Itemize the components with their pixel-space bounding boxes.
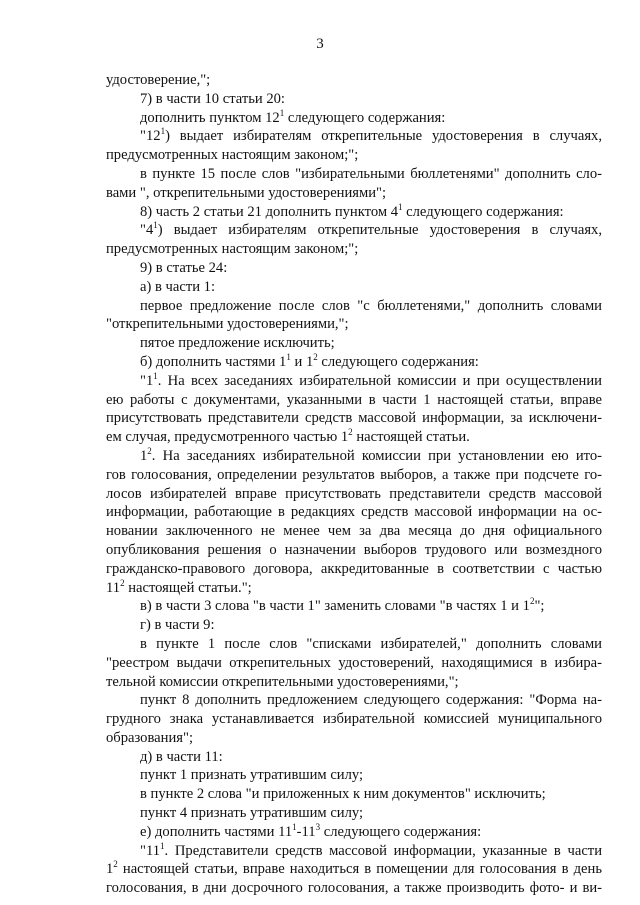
text-line: $1^2$ настоящей статьи, вправе находиться в помещении для голосования в день (106, 859, 602, 878)
text-line: в пункте 2 слова "и приложенных к ним документов" исключить; (140, 786, 546, 803)
text-line: опубликования решения о назначении выборов трудового или возмездного (106, 541, 602, 558)
text-line: "$12^1$) выдает избирателям открепительные удостоверения в случаях, (140, 126, 602, 145)
text-line: е) дополнить частями $11^1-11^3$ следующего содержания: (140, 821, 482, 840)
text-line: тельной комиссии открепительными удостоверениями,"; (106, 673, 459, 690)
text-line: предусмотренных настоящим законом;"; (106, 241, 359, 258)
text-line: 8) часть 2 статьи 21 дополнить пунктом $4^1$ следующего содержания: (140, 201, 564, 220)
text-line: грудного знака устанавливается избирательной комиссией муниципального (106, 711, 602, 728)
text-line: присутствовать представители средств массовой информации, за исключени- (106, 410, 602, 427)
text-line: информации, работающие в редакциях средств массовой информации на ос- (106, 504, 602, 521)
text-line: "$4^1$) выдает избирателям открепительные удостоверения в случаях, (140, 220, 602, 239)
text-line: пункт 1 признать утратившим силу; (140, 767, 364, 784)
text-line: гражданско-правового договора, аккредитованные в соответствии с частью (106, 560, 602, 577)
text-line: $11^2$ настоящей статьи."; (106, 577, 252, 596)
text-line: дополнить пунктом $12^1$ следующего содержания: (140, 107, 446, 126)
text-line: "$11^1$. Представители средств массовой информации, указанные в части (140, 840, 602, 859)
text-line: удостоверение,"; (106, 72, 211, 88)
text-line: голосования, в дни досрочного голосования, а также производить фото- и ви- (106, 880, 602, 897)
text-line: 9) в статье 24: (140, 259, 228, 276)
text-line: $1^2$. На заседаниях избирательной комиссии при установлении ею ито- (140, 445, 602, 464)
text-line: а) в части 1: (140, 278, 216, 295)
text-line: б) дополнить частями $1^1$ и $1^2$ следующего содержания: (140, 351, 479, 370)
text-line: пятое предложение исключить; (140, 335, 335, 352)
text-line: "реестром выдачи открепительных удостоверений, находящимися в избира- (106, 654, 602, 671)
text-line: ем случая, предусмотренного частью $1^2$ настоящей статьи. (106, 427, 470, 446)
text-line: первое предложение после слов "с бюллетенями," дополнить словами (140, 297, 602, 314)
text-line: новании заключенного не менее чем за два месяца до дня официального (106, 523, 602, 540)
text-line: ею работы с документами, указанными в части 1 настоящей статьи, вправе (106, 391, 602, 408)
text-line: предусмотренных настоящим законом;"; (106, 147, 359, 164)
text-line: пункт 8 дополнить предложением следующего содержания: "Форма на- (140, 692, 602, 709)
text-line: "открепительными удостоверениями,"; (106, 316, 349, 333)
text-line: гов голосования, определении результатов выборов, а также при подсчете го- (106, 466, 602, 483)
text-line: 7) в части 10 статьи 20: (140, 90, 285, 107)
text-line: "$1^1$. На всех заседаниях избирательной комиссии и при осуществлении (140, 370, 602, 389)
text-line: г) в части 9: (140, 617, 215, 634)
text-line: в пункте 15 после слов "избирательными бюллетенями" дополнить сло- (140, 165, 602, 182)
text-line: образования"; (106, 729, 193, 746)
text-line: в пункте 1 после слов "списками избирателей," дополнить словами (140, 635, 602, 652)
text-line: пункт 4 признать утратившим силу; (140, 805, 364, 822)
page-number: 3 (316, 36, 324, 52)
document-body (106, 71, 602, 898)
text-line: в) в части 3 слова "в части 1" заменить словами "в частях 1 и $1^2$"; (140, 596, 545, 615)
text-line: лосов избирателей вправе присутствовать представители средств массовой (106, 485, 602, 502)
text-line: вами ", открепительными удостоверениями"; (106, 184, 387, 201)
text-line: д) в части 11: (140, 748, 223, 765)
